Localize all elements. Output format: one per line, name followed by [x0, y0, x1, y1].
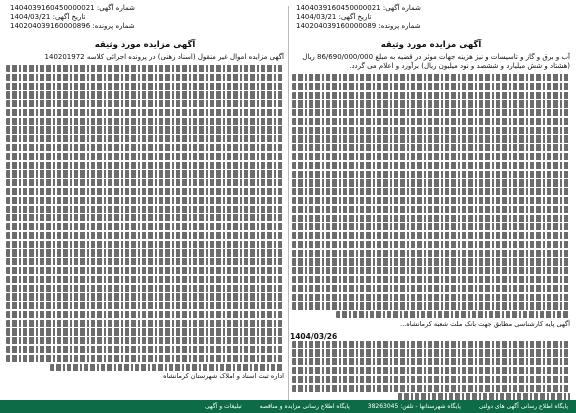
notice-title: آگهی مزایده مورد وثیقه: [380, 40, 482, 50]
case-number: شماره پرونده: 140204039160000089: [296, 22, 421, 30]
notice-body: [292, 74, 570, 318]
notice-intro: آب و برق و گاز و تاسیسات و نیز هزینه جهات موثر در قضیه به مبلغ 86/690/000/000 ریال (هشتاد و شش میلیارد و ششصد و نود میلیون ریال) برآورد و اعلام می گردد.: [302, 53, 570, 70]
notice-body: [6, 65, 284, 371]
notice-snippet: اداره ثبت اسناد و املاک شهرستان کرمانشاه: [163, 372, 284, 381]
column-divider: [288, 6, 289, 410]
notice-meta: [290, 4, 572, 31]
footer-bar: [0, 400, 576, 413]
notice-left: [4, 0, 286, 381]
footer-item[interactable]: تبلیغات و آگهی: [205, 403, 242, 410]
notice-right: [290, 0, 572, 402]
notice-intro: آگهی مزایده اموال غیر منقول (اسناد رهنی) در پرونده اجرائی کلاسه 140201972: [44, 53, 284, 61]
notice-date: 1404/03/26: [290, 331, 338, 341]
ad-number: شماره آگهی: 1404039160450000021: [296, 4, 421, 12]
footer-item[interactable]: پایگاه اطلاع رسانی مزایده و مناقصه: [259, 403, 350, 410]
notice-snippet: آگهی پایه کارشناسی مطابق جهت بانک ملت شعبه کرمانشاه...: [399, 319, 570, 328]
ad-date: تاریخ آگهی: 1404/03/21: [296, 13, 372, 21]
ad-number: شماره آگهی: 1404039160450000021: [10, 4, 135, 12]
case-number: شماره پرونده: 140204039160000896: [10, 22, 135, 30]
notice-body-tail: [292, 341, 570, 401]
notice-title: آگهی مزایده مورد وثیقه: [94, 40, 196, 50]
footer-item[interactable]: پایگاه شهرستانها - تلفن: 38263045: [367, 403, 461, 410]
footer-item[interactable]: پایگاه اطلاع رسانی آگهی های دولتی: [478, 403, 568, 410]
notice-meta: [4, 4, 286, 31]
ad-date: تاریخ آگهی: 1404/03/21: [10, 13, 86, 21]
